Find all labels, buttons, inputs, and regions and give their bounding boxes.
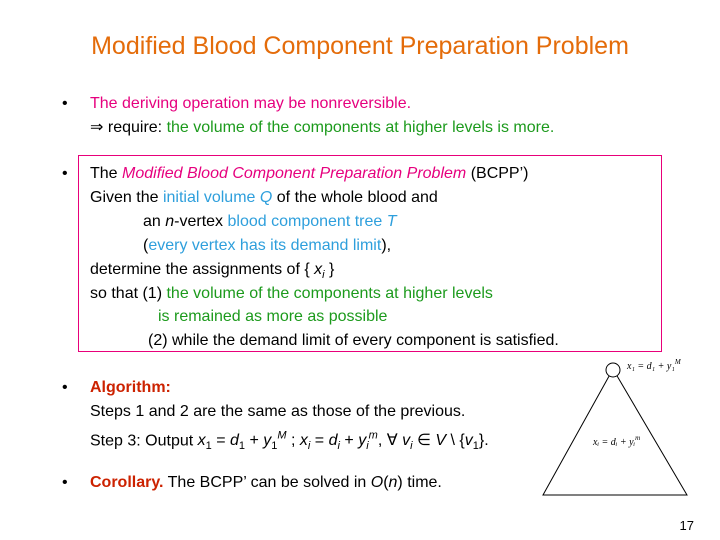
corollary-text-b: ) time. (397, 474, 442, 491)
vertex-line (143, 212, 397, 232)
bullet-marker: • (62, 474, 68, 491)
whole-blood-text: of the whole blood and (276, 189, 438, 206)
bullet-marker: • (62, 95, 68, 112)
determine-text: determine the assignments of { (90, 261, 310, 278)
paren-open: ( (383, 474, 389, 491)
i-sub: i (322, 269, 325, 282)
corollary-label: Corollary. (90, 474, 164, 491)
determine-line (90, 260, 334, 285)
step3-formula: $x_1 = d_1 + y_1^M$ ; $x_i = d_i + y_i^m$, ∀ $v_i$ ∈ V \ $\{v_1\}$. (197, 430, 489, 453)
corollary-text-a: The BCPP’ can be solved in (167, 474, 367, 491)
steps12: Steps 1 and 2 are the same as those of the previous. (90, 403, 466, 420)
root-vertex (606, 363, 620, 377)
bullet-marker: • (62, 379, 68, 396)
root-formula: x₁ = d₁ + y₁$^M$ (627, 358, 681, 372)
bcpp-the: The (90, 165, 118, 182)
step3-line (90, 426, 489, 457)
n-var: n (165, 213, 175, 230)
bcpp-heading (90, 164, 528, 184)
vertex-text: -vertex (174, 213, 224, 230)
step3-prefix: Step 3: Output (90, 432, 194, 450)
cond1a: the volume of the components at higher levels (166, 285, 493, 302)
require-line (90, 118, 554, 138)
slide-title: Modified Blood Component Preparation Problem (91, 32, 629, 60)
tree-T: T (386, 213, 397, 230)
corollary-line (90, 473, 442, 493)
bcpp-name: Modified Blood Component Preparation Problem (122, 165, 467, 182)
demand-note: every vertex has its demand limit (148, 237, 382, 254)
bullet-marker: • (62, 165, 68, 182)
bcpp-abbr: (BCPP’) (470, 165, 529, 182)
sothat-text: so that (1) (90, 285, 163, 302)
big-O: O (370, 474, 384, 491)
require-text: the volume of the components at higher levels is more. (166, 119, 555, 136)
cond2: (2) while the demand limit of every component is satisfied. (148, 332, 559, 349)
tree-label: blood component tree (227, 213, 383, 230)
an-text: an (143, 213, 161, 230)
given-the: Given the (90, 189, 159, 206)
initial-volume: initial volume (162, 189, 256, 206)
require-label: require: (107, 119, 163, 136)
inner-formula: xᵢ = dᵢ + yᵢ$^m$ (593, 434, 641, 448)
n-var: n (388, 474, 398, 491)
implies-symbol: ⇒ (90, 119, 104, 136)
tree-triangle (543, 369, 687, 495)
tree-diagram (535, 355, 695, 500)
cond1b: is remained as more as possible (158, 308, 388, 325)
algorithm-label: Algorithm: (90, 379, 171, 396)
close-brace: } (329, 261, 335, 278)
open-paren: ( (143, 237, 149, 254)
volume-Q: Q (259, 189, 273, 206)
given-line (90, 188, 438, 208)
x-var: x (314, 261, 323, 278)
close-paren: ), (381, 237, 392, 254)
sothat-line (90, 284, 493, 304)
page-number: 17 (679, 518, 694, 533)
demand-line (143, 236, 391, 256)
bullet1-text: The deriving operation may be nonreversible. (90, 95, 412, 112)
